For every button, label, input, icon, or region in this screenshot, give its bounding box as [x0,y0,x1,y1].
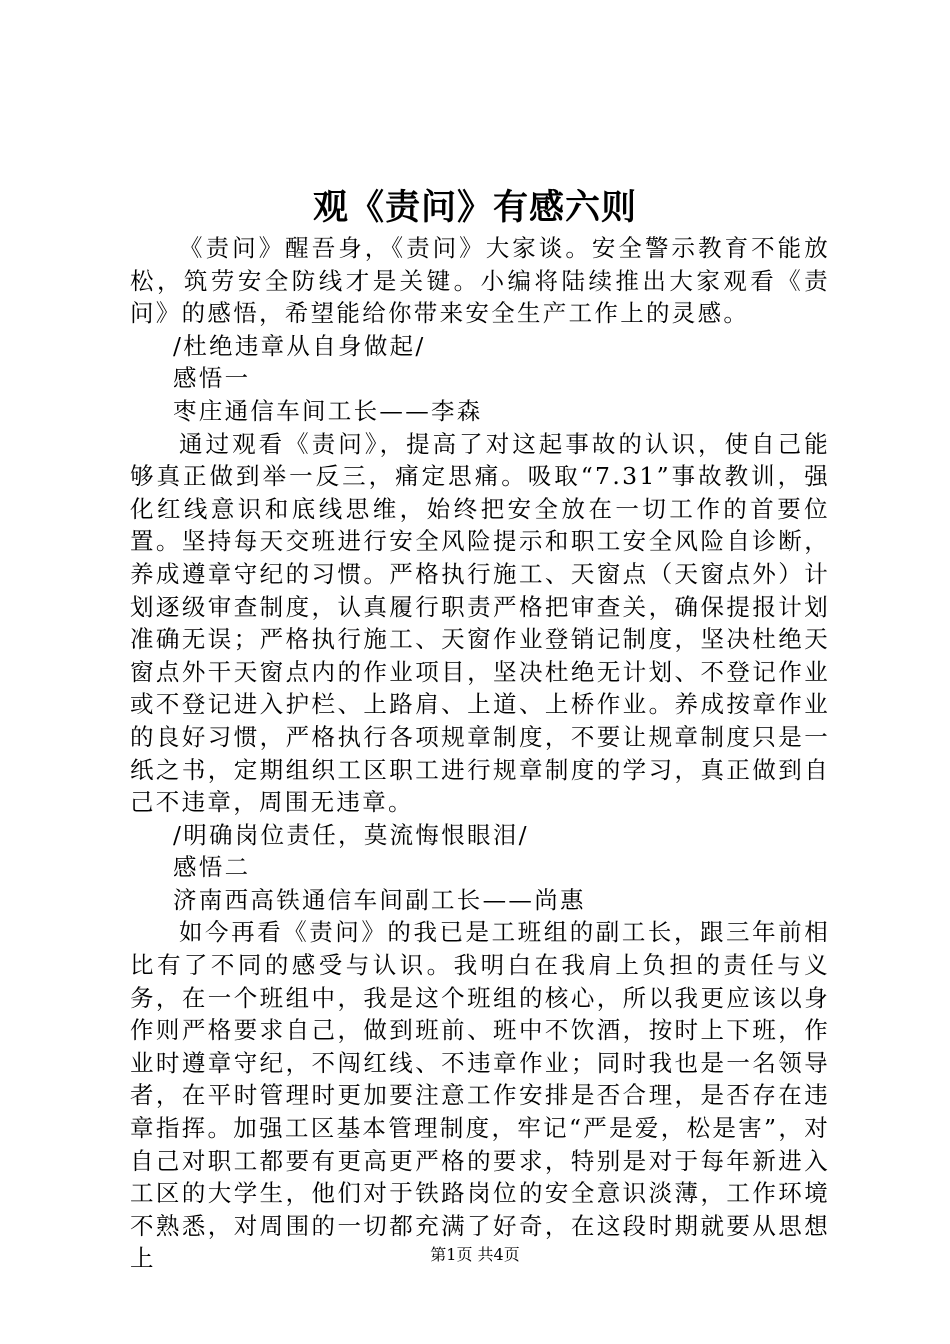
document-title: 观《责问》有感六则 [312,187,637,228]
document-body [130,232,830,1275]
section-paragraph-2: 如今再看《责问》的我已是工班组的副工长，跟三年前相比有了不同的感受与认识。我明白在我肩上负担的责任与义务，在一个班组中，我是这个班组的核心，所以我更应该以身作则严格要求自己，做到班前、班中不饮酒，按时上下班，作业时遵章守纪，不闯红线、不违章作业；同时我也是一名领导者，在平时管理时更加要注意工作安排是否合理，是否存在违章指挥。加强工区基本管理制度，牢记“严是爱，松是害”，对自己对职工都要有更高更严格的要求，特别是对于每年新进入工区的大学生，他们对于铁路岗位的安全意识淡薄，工作环境不熟悉，对周围的一切都充满了好奇，在这段时期就要从思想上 [130,918,830,1273]
page-footer: 第1页 共4页 [430,1245,520,1264]
section-label-1: 感悟一 [173,364,251,393]
section-heading-1: /杜绝违章从自身做起/ [173,331,426,360]
section-author-1: 枣庄通信车间工长——李森 [173,396,483,425]
section-author-2: 济南西高铁通信车间副工长——尚惠 [173,885,586,914]
section-label-2: 感悟二 [173,853,251,882]
section-heading-2: /明确岗位责任，莫流悔恨眼泪/ [173,820,529,849]
section-paragraph-1: 通过观看《责问》，提高了对这起事故的认识，使自己能够真正做到举一反三，痛定思痛。吸取“7.31”事故教训，强化红线意识和底线思维，始终把安全放在一切工作的首要位置。坚持每天交班进行安全风险提示和职工安全风险自诊断，养成遵章守纪的习惯。严格执行施工、天窗点（天窗点外）计划逐级审查制度，认真履行职责严格把审查关，确保提报计划准确无误；严格执行施工、天窗作业登销记制度，坚决杜绝天窗点外干天窗点内的作业项目，坚决杜绝无计划、不登记作业或不登记进入护栏、上路肩、上道、上桥作业。养成按章作业的良好习惯，严格执行各项规章制度，不要让规章制度只是一纸之书，定期组织工区职工进行规章制度的学习，真正做到自己不违章，周围无违章。 [130,429,830,817]
intro-paragraph: 《责问》醒吾身，《责问》大家谈。安全警示教育不能放松，筑劳安全防线才是关键。小编将陆续推出大家观看《责问》的感悟，希望能给你带来安全生产工作上的灵感。 [130,234,830,328]
